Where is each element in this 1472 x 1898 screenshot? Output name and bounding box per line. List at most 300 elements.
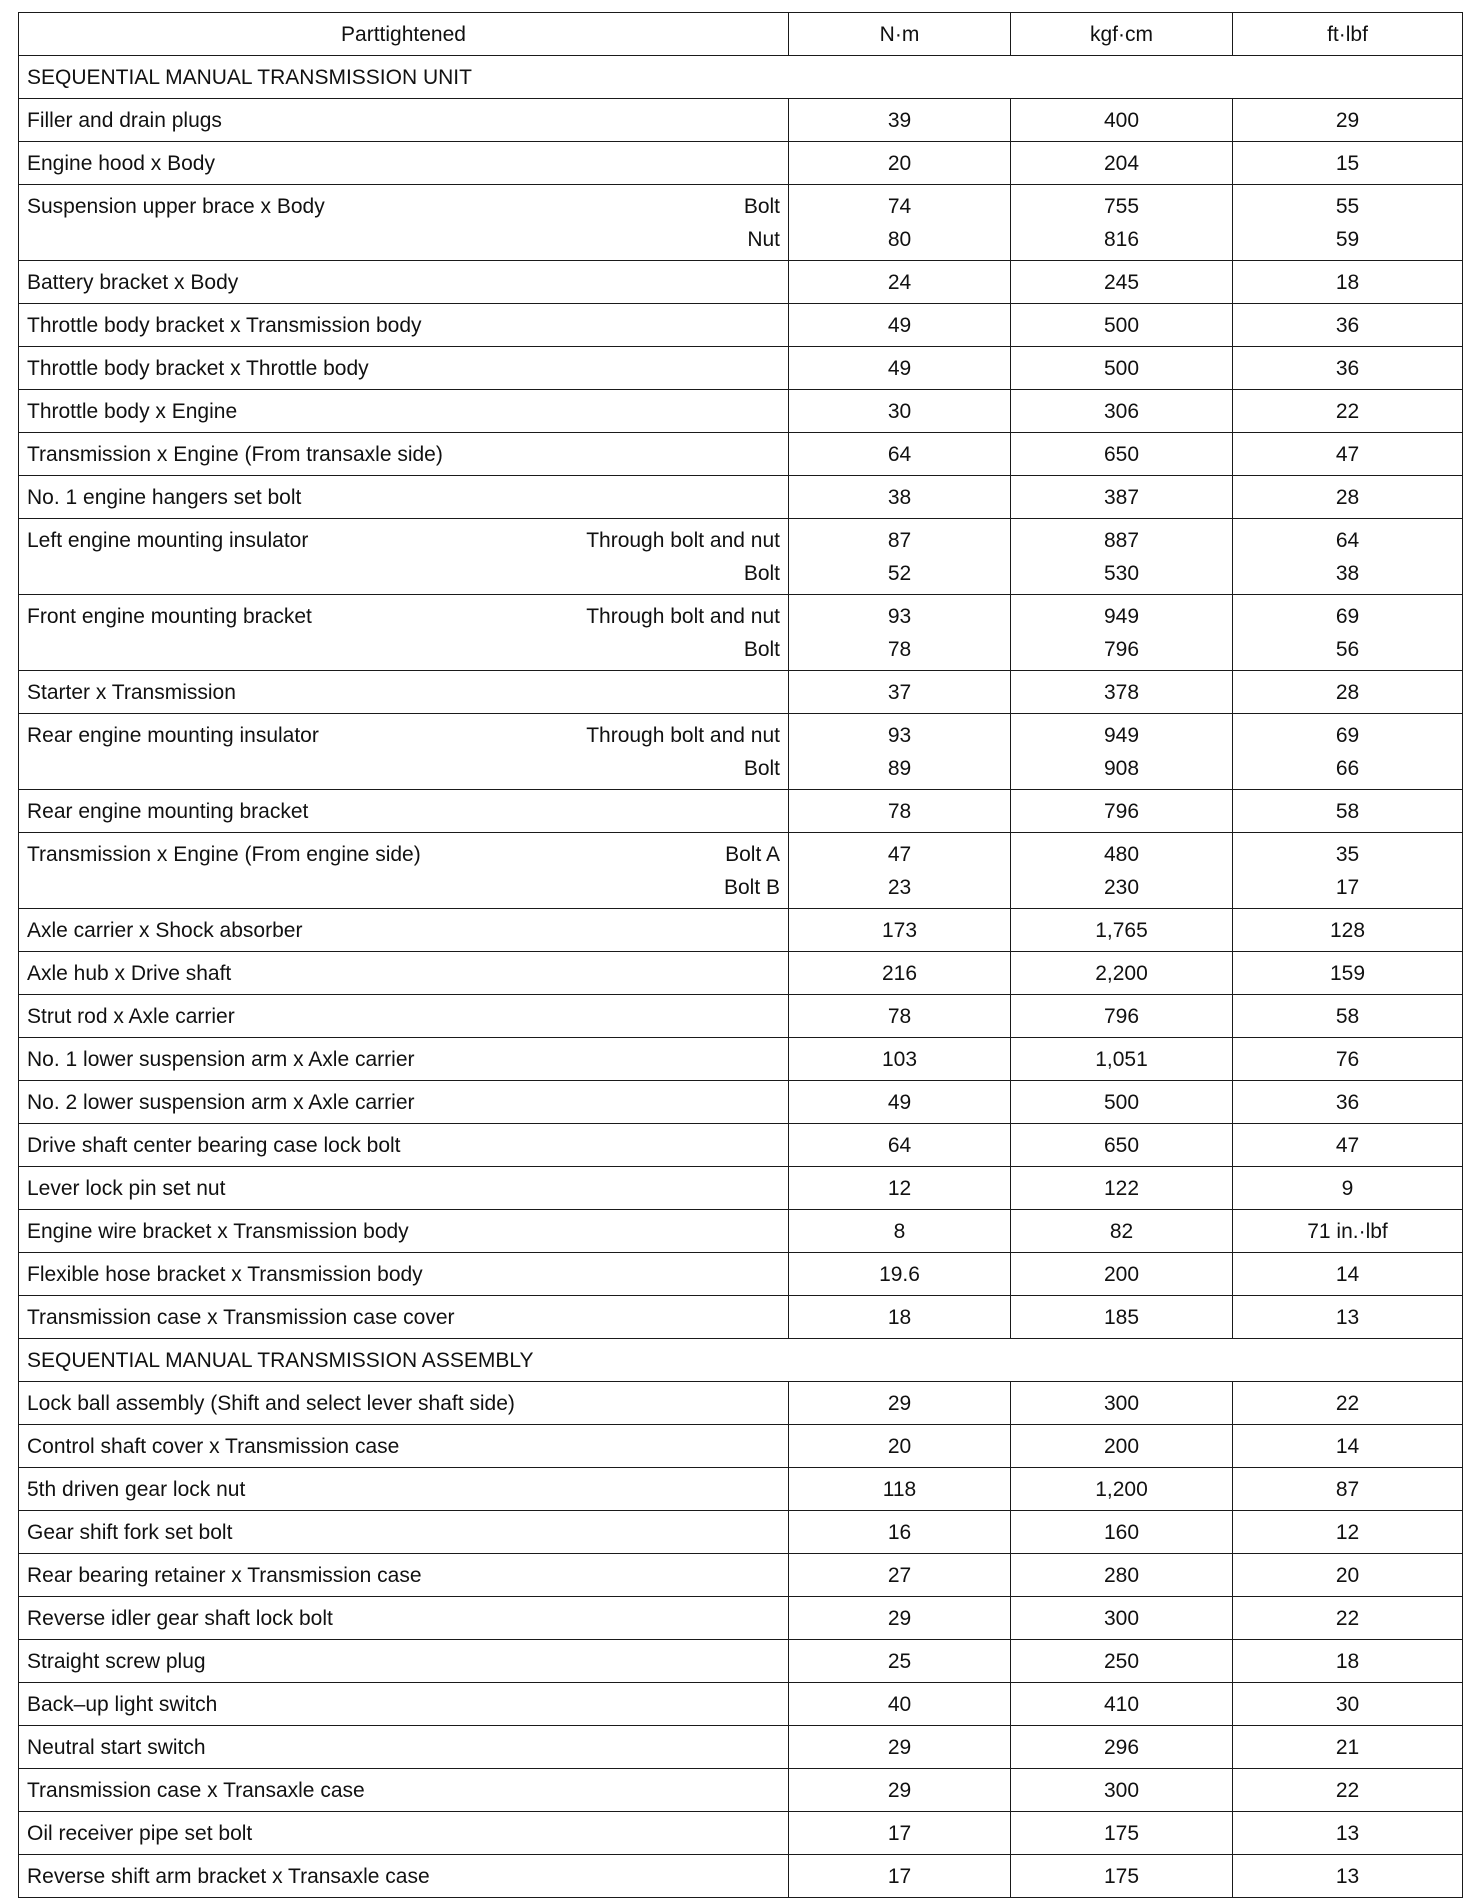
nm-value: 12 <box>887 1177 912 1200</box>
kgfcm-cell <box>1011 390 1233 433</box>
part-name: Reverse idler gear shaft lock bolt <box>27 1607 333 1630</box>
nm-value: 49 <box>887 1091 912 1114</box>
ftlbf-cell <box>1233 714 1463 790</box>
kgfcm-value: 300 <box>1103 1392 1140 1415</box>
kgfcm-cell <box>1011 1425 1233 1468</box>
part-name: Engine wire bracket x Transmission body <box>27 1220 409 1243</box>
ftlbf-cell <box>1233 1210 1463 1253</box>
ftlbf-cell <box>1233 1253 1463 1296</box>
part-cell-inner <box>27 352 780 385</box>
part-cell-inner <box>27 104 780 137</box>
part-cell-inner <box>27 1688 780 1721</box>
table-row <box>19 1468 1463 1511</box>
part-cell-inner <box>27 1860 780 1893</box>
part-name: Engine hood x Body <box>27 152 215 175</box>
nm-value: 20 <box>887 152 912 175</box>
table-row <box>19 1855 1463 1898</box>
section-title: SEQUENTIAL MANUAL TRANSMISSION ASSEMBLY <box>19 1339 1463 1382</box>
table-row <box>19 433 1463 476</box>
table-row <box>19 261 1463 304</box>
kgfcm-value: 200 <box>1103 1435 1140 1458</box>
kgfcm-value: 175 <box>1103 1822 1140 1845</box>
header-ftlbf: ft·lbf <box>1233 13 1463 56</box>
nm-value: 24 <box>887 271 912 294</box>
nm-cell <box>789 1210 1011 1253</box>
ftlbf-cell <box>1233 185 1463 261</box>
part-cell-inner <box>27 438 780 471</box>
nm-value: 19.6 <box>879 1263 920 1286</box>
part-cell <box>19 1554 789 1597</box>
ftlbf-value: 58 <box>1335 1005 1360 1028</box>
table-row <box>19 185 1463 261</box>
fastener-label: Through bolt and nut <box>586 724 780 747</box>
kgfcm-cell <box>1011 1038 1233 1081</box>
part-cell <box>19 1382 789 1425</box>
kgfcm-value: 306 <box>1103 400 1140 423</box>
part-name: Rear engine mounting bracket <box>27 800 309 823</box>
fastener-list <box>586 719 780 785</box>
nm-cell <box>789 1124 1011 1167</box>
ftlbf-value: 14 <box>1335 1263 1360 1286</box>
table-row <box>19 390 1463 433</box>
nm-cell <box>789 595 1011 671</box>
kgfcm-value: 160 <box>1103 1521 1140 1544</box>
kgfcm-value: 200 <box>1103 1263 1140 1286</box>
kgfcm-cell <box>1011 347 1233 390</box>
nm-cell <box>789 833 1011 909</box>
part-name: Throttle body bracket x Transmission body <box>27 314 422 337</box>
ftlbf-cell <box>1233 790 1463 833</box>
kgfcm-cell <box>1011 1511 1233 1554</box>
table-row <box>19 1167 1463 1210</box>
part-cell-inner <box>27 1817 780 1850</box>
nm-cell <box>789 1296 1011 1339</box>
part-name: Reverse shift arm bracket x Transaxle case <box>27 1865 430 1888</box>
nm-value: 20 <box>887 1435 912 1458</box>
ftlbf-cell <box>1233 1640 1463 1683</box>
ftlbf-value: 36 <box>1335 1091 1360 1114</box>
kgfcm-value: 480 <box>1103 843 1140 866</box>
part-cell <box>19 952 789 995</box>
part-cell <box>19 433 789 476</box>
ftlbf-value: 13 <box>1335 1865 1360 1888</box>
nm-value: 64 <box>887 443 912 466</box>
header-nm: N·m <box>789 13 1011 56</box>
section-row <box>19 1339 1463 1382</box>
ftlbf-cell <box>1233 1296 1463 1339</box>
part-cell <box>19 390 789 433</box>
part-cell-inner <box>27 795 780 828</box>
nm-value: 80 <box>887 228 912 251</box>
part-name: Starter x Transmission <box>27 681 236 704</box>
table-row <box>19 1511 1463 1554</box>
table-row <box>19 304 1463 347</box>
part-cell <box>19 1683 789 1726</box>
kgfcm-value: 300 <box>1103 1779 1140 1802</box>
kgfcm-value: 296 <box>1103 1736 1140 1759</box>
kgfcm-cell <box>1011 1640 1233 1683</box>
ftlbf-cell <box>1233 595 1463 671</box>
part-cell-inner <box>27 190 780 256</box>
part-cell-inner <box>27 481 780 514</box>
part-cell-inner <box>27 1000 780 1033</box>
nm-cell <box>789 1597 1011 1640</box>
ftlbf-value: 59 <box>1335 228 1360 251</box>
kgfcm-value: 230 <box>1103 876 1140 899</box>
kgfcm-value: 387 <box>1103 486 1140 509</box>
kgfcm-cell <box>1011 714 1233 790</box>
ftlbf-cell <box>1233 952 1463 995</box>
fastener-label: Through bolt and nut <box>586 605 780 628</box>
kgfcm-cell <box>1011 1554 1233 1597</box>
kgfcm-value: 816 <box>1103 228 1140 251</box>
nm-cell <box>789 952 1011 995</box>
table-row <box>19 909 1463 952</box>
part-name: Gear shift fork set bolt <box>27 1521 233 1544</box>
part-cell <box>19 1124 789 1167</box>
part-cell-inner <box>27 1645 780 1678</box>
part-name: Transmission case x Transmission case cover <box>27 1306 455 1329</box>
ftlbf-cell <box>1233 1855 1463 1898</box>
ftlbf-value: 128 <box>1329 919 1366 942</box>
part-cell-inner <box>27 1516 780 1549</box>
part-cell-inner <box>27 957 780 990</box>
kgfcm-value: 908 <box>1103 757 1140 780</box>
part-name: Front engine mounting bracket <box>27 605 312 628</box>
table-row <box>19 476 1463 519</box>
ftlbf-value: 55 <box>1335 195 1360 218</box>
ftlbf-value: 76 <box>1335 1048 1360 1071</box>
table-row <box>19 1038 1463 1081</box>
ftlbf-value: 28 <box>1335 681 1360 704</box>
part-name: Left engine mounting insulator <box>27 529 309 552</box>
ftlbf-cell <box>1233 1425 1463 1468</box>
part-name: Back–up light switch <box>27 1693 218 1716</box>
table-row <box>19 1726 1463 1769</box>
ftlbf-value: 159 <box>1329 962 1366 985</box>
ftlbf-cell <box>1233 1511 1463 1554</box>
nm-cell <box>789 909 1011 952</box>
ftlbf-cell <box>1233 433 1463 476</box>
fastener-label: Bolt B <box>723 876 780 899</box>
part-name: Strut rod x Axle carrier <box>27 1005 235 1028</box>
header-row <box>19 13 1463 56</box>
nm-value: 29 <box>887 1779 912 1802</box>
ftlbf-value: 71 in.·lbf <box>1307 1220 1388 1243</box>
table-row <box>19 1769 1463 1812</box>
table-row <box>19 671 1463 714</box>
torque-spec-table <box>18 12 1463 1898</box>
part-name: Axle hub x Drive shaft <box>27 962 232 985</box>
part-cell <box>19 1511 789 1554</box>
part-cell-inner <box>27 600 780 666</box>
table-row <box>19 1425 1463 1468</box>
part-name: Axle carrier x Shock absorber <box>27 919 303 942</box>
ftlbf-cell <box>1233 833 1463 909</box>
ftlbf-value: 12 <box>1335 1521 1360 1544</box>
kgfcm-cell <box>1011 1683 1233 1726</box>
nm-cell <box>789 1253 1011 1296</box>
nm-value: 25 <box>887 1650 912 1673</box>
kgfcm-cell <box>1011 519 1233 595</box>
part-cell <box>19 99 789 142</box>
part-cell <box>19 142 789 185</box>
fastener-label: Through bolt and nut <box>586 529 780 552</box>
nm-value: 29 <box>887 1607 912 1630</box>
nm-value: 64 <box>887 1134 912 1157</box>
nm-cell <box>789 185 1011 261</box>
ftlbf-value: 66 <box>1335 757 1360 780</box>
kgfcm-cell <box>1011 833 1233 909</box>
kgfcm-cell <box>1011 909 1233 952</box>
ftlbf-cell <box>1233 1726 1463 1769</box>
kgfcm-value: 82 <box>1109 1220 1134 1243</box>
part-cell-inner <box>27 1602 780 1635</box>
table-row <box>19 833 1463 909</box>
kgfcm-value: 650 <box>1103 1134 1140 1157</box>
ftlbf-value: 36 <box>1335 357 1360 380</box>
ftlbf-cell <box>1233 1038 1463 1081</box>
part-cell <box>19 1726 789 1769</box>
ftlbf-cell <box>1233 995 1463 1038</box>
nm-cell <box>789 1468 1011 1511</box>
nm-value: 29 <box>887 1736 912 1759</box>
kgfcm-value: 796 <box>1103 800 1140 823</box>
part-name: Rear engine mounting insulator <box>27 724 319 747</box>
ftlbf-value: 22 <box>1335 400 1360 423</box>
kgfcm-cell <box>1011 261 1233 304</box>
nm-cell <box>789 1038 1011 1081</box>
ftlbf-cell <box>1233 1468 1463 1511</box>
kgfcm-value: 755 <box>1103 195 1140 218</box>
part-cell <box>19 833 789 909</box>
nm-value: 30 <box>887 400 912 423</box>
kgfcm-value: 796 <box>1103 1005 1140 1028</box>
nm-value: 93 <box>887 724 912 747</box>
kgfcm-cell <box>1011 433 1233 476</box>
nm-value: 87 <box>887 529 912 552</box>
part-cell-inner <box>27 395 780 428</box>
part-name: Lever lock pin set nut <box>27 1177 226 1200</box>
part-cell <box>19 1640 789 1683</box>
nm-value: 39 <box>887 109 912 132</box>
kgfcm-cell <box>1011 142 1233 185</box>
kgfcm-value: 1,200 <box>1095 1478 1148 1501</box>
kgfcm-cell <box>1011 1468 1233 1511</box>
ftlbf-value: 17 <box>1335 876 1360 899</box>
part-cell <box>19 1081 789 1124</box>
ftlbf-value: 47 <box>1335 443 1360 466</box>
fastener-label: Bolt <box>743 638 780 661</box>
nm-value: 118 <box>882 1478 917 1501</box>
ftlbf-cell <box>1233 909 1463 952</box>
part-cell-inner <box>27 147 780 180</box>
table-row <box>19 142 1463 185</box>
part-cell-inner <box>27 1301 780 1334</box>
kgfcm-value: 175 <box>1103 1865 1140 1888</box>
fastener-label: Bolt <box>743 195 780 218</box>
nm-cell <box>789 1855 1011 1898</box>
fastener-label: Bolt <box>743 562 780 585</box>
part-cell-inner <box>27 1473 780 1506</box>
part-cell-inner <box>27 1731 780 1764</box>
nm-value: 74 <box>887 195 912 218</box>
nm-cell <box>789 995 1011 1038</box>
fastener-list <box>586 524 780 590</box>
part-cell <box>19 1597 789 1640</box>
ftlbf-value: 87 <box>1335 1478 1360 1501</box>
nm-cell <box>789 1812 1011 1855</box>
part-cell <box>19 1210 789 1253</box>
kgfcm-value: 245 <box>1103 271 1140 294</box>
table-row <box>19 1683 1463 1726</box>
nm-value: 16 <box>887 1521 912 1544</box>
ftlbf-value: 21 <box>1335 1736 1360 1759</box>
part-cell-inner <box>27 266 780 299</box>
part-name: Straight screw plug <box>27 1650 206 1673</box>
nm-value: 78 <box>887 800 912 823</box>
part-cell <box>19 714 789 790</box>
part-cell <box>19 1855 789 1898</box>
part-cell <box>19 995 789 1038</box>
part-cell <box>19 347 789 390</box>
nm-value: 18 <box>887 1306 912 1329</box>
part-name: No. 2 lower suspension arm x Axle carrier <box>27 1091 415 1114</box>
part-cell <box>19 1769 789 1812</box>
part-name: Transmission case x Transaxle case <box>27 1779 365 1802</box>
nm-value: 216 <box>881 962 918 985</box>
nm-value: 17 <box>887 1865 912 1888</box>
section-title: SEQUENTIAL MANUAL TRANSMISSION UNIT <box>19 56 1463 99</box>
kgfcm-cell <box>1011 99 1233 142</box>
section-row <box>19 56 1463 99</box>
part-name: No. 1 engine hangers set bolt <box>27 486 302 509</box>
ftlbf-value: 56 <box>1335 638 1360 661</box>
ftlbf-value: 14 <box>1335 1435 1360 1458</box>
kgfcm-value: 530 <box>1103 562 1140 585</box>
nm-cell <box>789 1167 1011 1210</box>
part-cell <box>19 476 789 519</box>
nm-value: 93 <box>887 605 912 628</box>
nm-cell <box>789 1554 1011 1597</box>
kgfcm-cell <box>1011 476 1233 519</box>
kgfcm-cell <box>1011 1769 1233 1812</box>
part-cell <box>19 909 789 952</box>
ftlbf-value: 69 <box>1335 605 1360 628</box>
kgfcm-cell <box>1011 1253 1233 1296</box>
part-name: Flexible hose bracket x Transmission body <box>27 1263 423 1286</box>
part-name: Lock ball assembly (Shift and select lever shaft side) <box>27 1392 515 1415</box>
table-row <box>19 1597 1463 1640</box>
part-name: Battery bracket x Body <box>27 271 239 294</box>
nm-value: 40 <box>887 1693 912 1716</box>
nm-cell <box>789 1511 1011 1554</box>
kgfcm-cell <box>1011 952 1233 995</box>
part-cell-inner <box>27 1172 780 1205</box>
part-cell <box>19 519 789 595</box>
part-cell-inner <box>27 1215 780 1248</box>
ftlbf-value: 9 <box>1341 1177 1354 1200</box>
part-cell <box>19 1812 789 1855</box>
part-cell <box>19 1167 789 1210</box>
ftlbf-value: 30 <box>1335 1693 1360 1716</box>
kgfcm-cell <box>1011 595 1233 671</box>
kgfcm-value: 949 <box>1103 605 1140 628</box>
kgfcm-value: 1,765 <box>1095 919 1148 942</box>
kgfcm-value: 2,200 <box>1095 962 1148 985</box>
ftlbf-value: 13 <box>1335 1822 1360 1845</box>
part-cell <box>19 261 789 304</box>
ftlbf-value: 64 <box>1335 529 1360 552</box>
nm-value: 8 <box>893 1220 906 1243</box>
part-name: Transmission x Engine (From transaxle side) <box>27 443 443 466</box>
part-name: Suspension upper brace x Body <box>27 195 325 218</box>
ftlbf-value: 69 <box>1335 724 1360 747</box>
part-cell-inner <box>27 1043 780 1076</box>
nm-cell <box>789 519 1011 595</box>
part-cell-inner <box>27 1430 780 1463</box>
nm-value: 49 <box>887 357 912 380</box>
kgfcm-cell <box>1011 1081 1233 1124</box>
fastener-list <box>586 600 780 666</box>
nm-cell <box>789 1081 1011 1124</box>
kgfcm-value: 378 <box>1103 681 1140 704</box>
table-row <box>19 1253 1463 1296</box>
ftlbf-value: 47 <box>1335 1134 1360 1157</box>
ftlbf-value: 36 <box>1335 314 1360 337</box>
nm-value: 37 <box>887 681 912 704</box>
nm-value: 78 <box>887 1005 912 1028</box>
part-cell <box>19 304 789 347</box>
fastener-label: Bolt <box>743 757 780 780</box>
ftlbf-value: 58 <box>1335 800 1360 823</box>
kgfcm-value: 1,051 <box>1095 1048 1148 1071</box>
part-cell-inner <box>27 309 780 342</box>
ftlbf-value: 29 <box>1335 109 1360 132</box>
nm-value: 78 <box>887 638 912 661</box>
table-row <box>19 1382 1463 1425</box>
part-cell-inner <box>27 1258 780 1291</box>
part-cell-inner <box>27 676 780 709</box>
table-row <box>19 1081 1463 1124</box>
kgfcm-cell <box>1011 1855 1233 1898</box>
kgfcm-cell <box>1011 671 1233 714</box>
part-name: Rear bearing retainer x Transmission case <box>27 1564 422 1587</box>
kgfcm-value: 500 <box>1103 1091 1140 1114</box>
ftlbf-cell <box>1233 1812 1463 1855</box>
ftlbf-cell <box>1233 1124 1463 1167</box>
part-cell <box>19 1296 789 1339</box>
kgfcm-value: 650 <box>1103 443 1140 466</box>
fastener-list <box>724 838 780 904</box>
table-row <box>19 1812 1463 1855</box>
kgfcm-cell <box>1011 1296 1233 1339</box>
nm-cell <box>789 1726 1011 1769</box>
part-cell-inner <box>27 1086 780 1119</box>
part-cell <box>19 595 789 671</box>
nm-cell <box>789 1683 1011 1726</box>
part-name: Throttle body x Engine <box>27 400 238 423</box>
nm-cell <box>789 99 1011 142</box>
table-row <box>19 1124 1463 1167</box>
part-cell-inner <box>27 914 780 947</box>
nm-value: 27 <box>887 1564 912 1587</box>
ftlbf-cell <box>1233 671 1463 714</box>
part-cell-inner <box>27 1129 780 1162</box>
part-cell <box>19 1038 789 1081</box>
part-name: Neutral start switch <box>27 1736 206 1759</box>
ftlbf-cell <box>1233 1382 1463 1425</box>
